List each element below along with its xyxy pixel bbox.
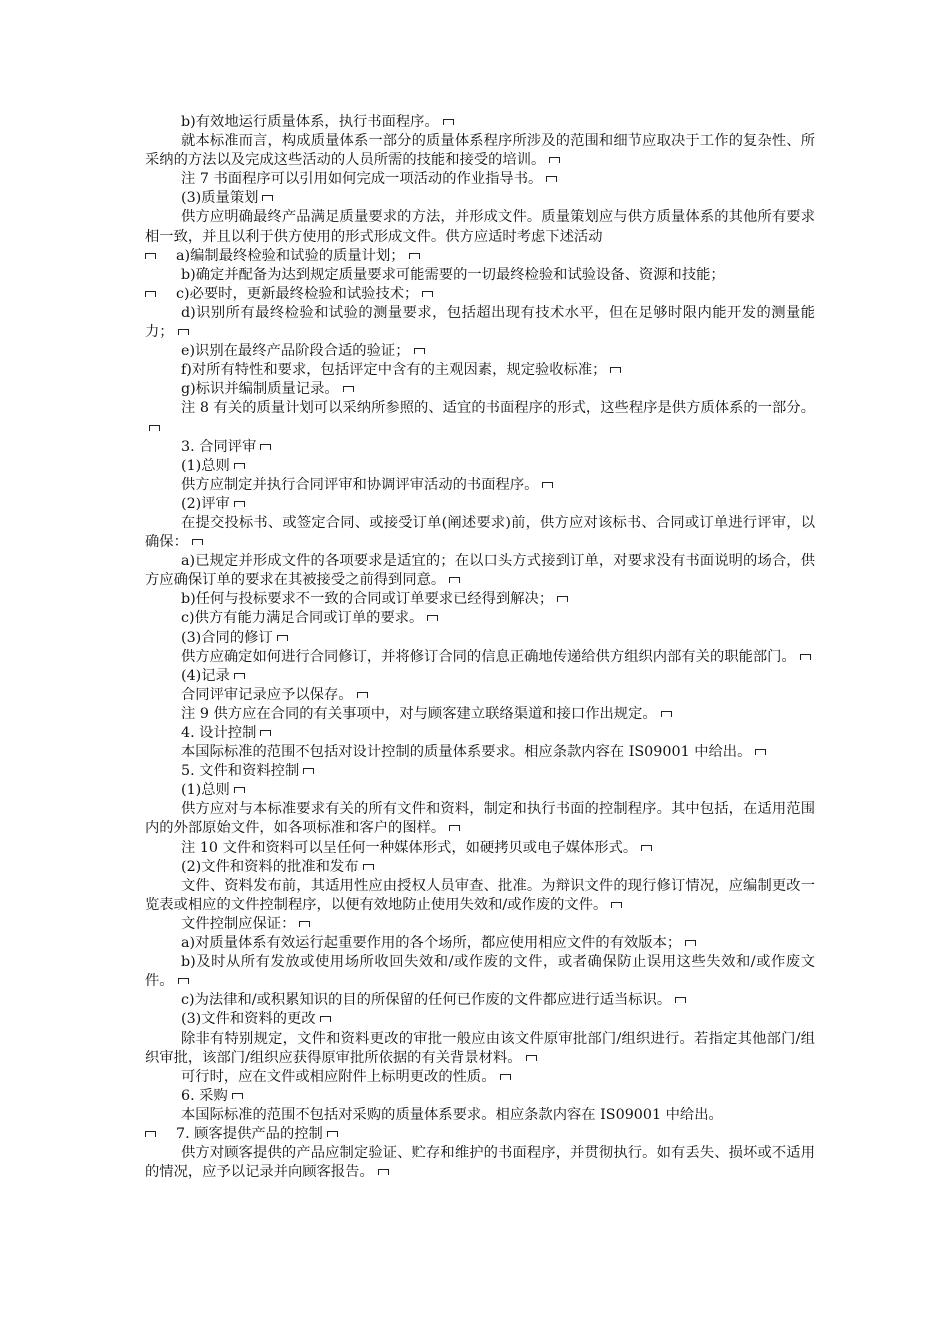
note: 注 10 文件和资料可以呈任何一种媒体形式，如硬拷贝或电子媒体形式。 [145, 839, 815, 858]
section-heading: 6. 采购 [145, 1087, 815, 1106]
paragraph-mark-icon [260, 730, 271, 736]
paragraph: 供方应明确最终产品满足质量要求的方法，并形成文件。质量策划应与供方质量体系的其他所有要求相一致，并且以利于供方使用的形式形成文件。供方应适时考虑下述活动 [145, 209, 815, 245]
paragraph-mark-icon [145, 253, 156, 259]
paragraph: 供方对顾客提供的产品应制定验证、贮存和维护的书面程序，并贯彻执行。如有丢失、损坏或不适用的情况，应予以记录并向顾客报告。 [145, 1145, 815, 1181]
paragraph: 供方应确定如何进行合同修订，并将修订合同的信息正确地传递给供方组织内部有关的职能部门。 [145, 648, 815, 667]
paragraph-mark-icon [427, 615, 438, 621]
paragraph-mark-icon [800, 654, 811, 660]
paragraph-mark-icon [422, 291, 433, 297]
paragraph: 除非有特别规定，文件和资料更改的审批一般应由该文件原审批部门/组织进行。若指定其他部门/组织审批，该部门/组织应获得原审批所依据的有关背景材料。 [145, 1030, 815, 1066]
list-item: f)对所有特性和要求，包括评定中含有的主观因素，规定验收标准； [145, 361, 815, 380]
paragraph: 合同评审记录应予以保存。 [145, 686, 815, 705]
list-item: c)为法律和/或积累知识的目的所保留的任何已作废的文件都应进行适当标识。 [145, 991, 815, 1010]
list-item: g)标识并编制质量记录。 [145, 380, 815, 399]
paragraph-mark-icon [232, 1093, 243, 1099]
paragraph-mark-icon [303, 768, 314, 774]
paragraph-mark-icon [443, 119, 454, 125]
note: 注 9 供方应在合同的有关事项中，对与顾客建立联络渠道和接口作出规定。 [145, 705, 815, 724]
paragraph-mark-icon [234, 673, 245, 679]
paragraph: 注 7 书面程序可以引用如何完成一项活动的作业指导书。 [145, 170, 815, 189]
paragraph-mark-icon [234, 463, 245, 469]
paragraph-mark-icon [277, 635, 288, 641]
paragraph-mark-icon [675, 997, 686, 1003]
paragraph-mark-icon [192, 539, 203, 545]
paragraph-mark-icon [145, 1131, 156, 1137]
paragraph: 本国际标准的范围不包括对设计控制的质量体系要求。相应条款内容在 IS09001 中给出。 [145, 743, 815, 762]
list-item: d)识别所有最终检验和试验的测量要求，包括超出现有技术水平，但在足够时限内能开发的测量能力； [145, 304, 815, 341]
paragraph-mark-icon [343, 386, 354, 392]
list-item: c)必要时，更新最终检验和试验技术； [145, 285, 815, 304]
paragraph-mark-icon [260, 444, 271, 450]
paragraph: b)有效地运行质量体系，执行书面程序。 [145, 113, 815, 132]
paragraph-mark-icon [449, 825, 460, 831]
paragraph-mark-icon [178, 329, 189, 335]
paragraph-mark-icon [449, 577, 460, 583]
paragraph-mark-icon [610, 367, 621, 373]
paragraph: 供方应对与本标准要求有关的所有文件和资料，制定和执行书面的控制程序。其中包括，在适用范围内的外部原始文件，如各项标准和客户的图样。 [145, 801, 815, 837]
paragraph-mark-icon [526, 1055, 537, 1061]
paragraph-mark-icon [320, 1016, 331, 1022]
document-body [145, 113, 815, 1182]
paragraph: 文件、资料发布前，其适用性应由授权人员审查、批准。为辩识文件的现行修订情况，应编制更改一览表或相应的文件控制程序，以便有效地防止使用失效和/或作废的文件。 [145, 877, 815, 913]
paragraph: 就本标准而言，构成质量体系一部分的质量体系程序所涉及的范围和细节应取决于工作的复杂性、所采纳的方法以及完成这些活动的人员所需的技能和接受的培训。 [145, 133, 815, 169]
paragraph-mark-icon [641, 845, 652, 851]
paragraph-mark-icon [549, 157, 560, 163]
paragraph: 文件控制应保证： [145, 915, 815, 934]
paragraph-mark-icon [409, 253, 420, 259]
section-heading: (3)文件和资料的更改 [145, 1010, 815, 1029]
section-heading: 7. 顾客提供产品的控制 [145, 1125, 815, 1144]
paragraph-mark-icon [611, 902, 622, 908]
section-heading: 4. 设计控制 [145, 724, 815, 743]
list-item: a)已规定并形成文件的各项要求是适宜的；在以口头方式接到订单，对要求没有书面说明的场合，供方应确保订单的要求在其被接受之前得到同意。 [145, 553, 815, 589]
list-item: b)任何与投标要求不一致的合同或订单要求已经得到解决； [145, 590, 815, 609]
list-item: c)供方有能力满足合同或订单的要求。 [145, 609, 815, 628]
paragraph-mark-icon [542, 482, 553, 488]
paragraph: 本国际标准的范围不包括对采购的质量体系要求。相应条款内容在 IS09001 中给出。 [181, 1106, 723, 1123]
paragraph-mark-icon [685, 940, 696, 946]
paragraph-mark-icon [546, 176, 557, 182]
paragraph-mark-icon [500, 1074, 511, 1080]
paragraph-mark-icon [178, 978, 189, 984]
paragraph: 供方应制定并执行合同评审和协调评审活动的书面程序。 [145, 476, 815, 495]
paragraph-mark-icon [661, 711, 672, 717]
paragraph-mark-icon [414, 348, 425, 354]
list-item: a)编制最终检验和试验的质量计划； [145, 247, 815, 266]
section-heading: (3)质量策划 [145, 189, 815, 208]
paragraph-mark-icon [557, 596, 568, 602]
list-item: b)确定并配备为达到规定质量要求可能需要的一切最终检验和试验设备、资源和技能； [181, 266, 725, 283]
paragraph-mark-icon [262, 195, 273, 201]
section-heading: (1)总则 [145, 781, 815, 800]
paragraph-mark-icon [755, 749, 766, 755]
section-heading: (2)评审 [145, 495, 815, 514]
section-heading: (3)合同的修订 [145, 629, 815, 648]
paragraph-mark-icon [234, 501, 245, 507]
list-item: e)识别在最终产品阶段合适的验证； [145, 342, 815, 361]
section-heading: 5. 文件和资料控制 [145, 762, 815, 781]
paragraph-mark-icon [357, 692, 368, 698]
paragraph-mark-icon [145, 291, 156, 297]
paragraph-mark-icon [299, 921, 310, 927]
paragraph-mark-icon [327, 1131, 338, 1137]
section-heading: (2)文件和资料的批准和发布 [145, 858, 815, 877]
paragraph-mark-icon [149, 425, 160, 431]
paragraph: 可行时，应在文件或相应附件上标明更改的性质。 [145, 1068, 815, 1087]
paragraph-mark-icon [234, 787, 245, 793]
paragraph-mark-icon [378, 1169, 389, 1175]
paragraph-mark-icon [363, 864, 374, 870]
note: 注 8 有关的质量计划可以采纳所参照的、适宜的书面程序的形式，这些程序是供方质体系的一部分。 [145, 399, 815, 437]
paragraph: 在提交投标书、或签定合同、或接受订单(阐述要求)前，供方应对该标书、合同或订单进行评审，以确保： [145, 514, 815, 551]
section-heading: (4)记录 [145, 667, 815, 686]
section-heading: (1)总则 [145, 457, 815, 476]
section-heading: 3. 合同评审 [145, 438, 815, 457]
list-item: b)及时从所有发放或使用场所收回失效和/或作废的文件，或者确保防止误用这些失效和/或作废文件。 [145, 954, 815, 990]
list-item: a)对质量体系有效运行起重要作用的各个场所，都应使用相应文件的有效版本； [145, 934, 815, 953]
